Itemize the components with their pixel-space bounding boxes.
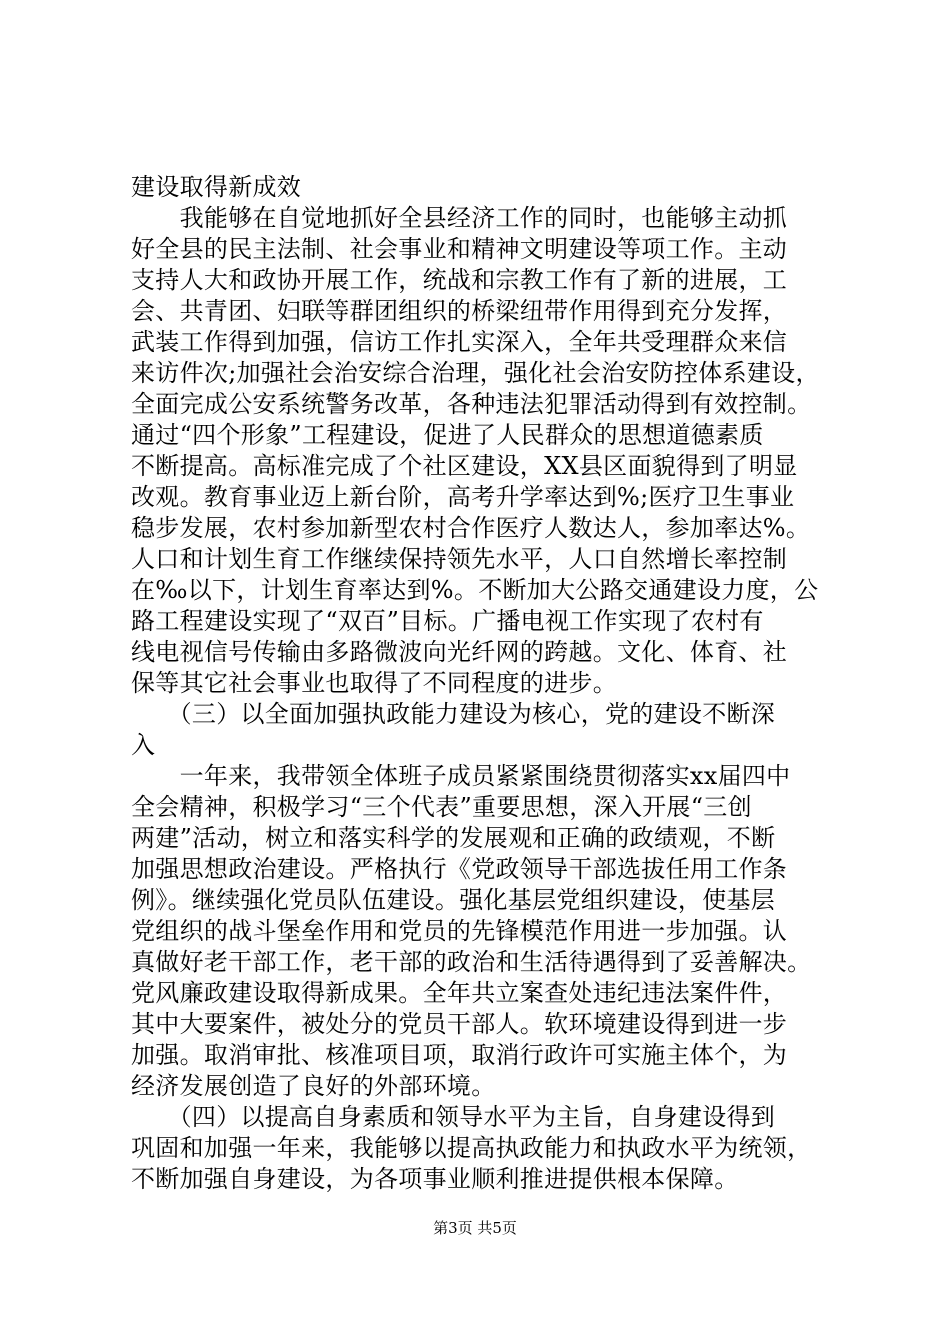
text-line: 在‰以下，计划生育率达到%。不断加大公路交通建设力度，公 — [131, 576, 819, 604]
section-heading: （四）以提高自身素质和领导水平为主旨，自身建设得到 — [131, 1103, 776, 1131]
text-line: 一年来，我带领全体班子成员紧紧围绕贯彻落实xx届四中 — [131, 762, 791, 790]
text-line: 巩固和加强一年来，我能够以提高执政能力和执政水平为统领， — [131, 1134, 812, 1162]
text-line: 改观。教育事业迈上新台阶，高考升学率达到%;医疗卫生事业 — [131, 483, 795, 511]
page-number-footer: 第3页 共5页 — [433, 1219, 517, 1237]
text-line: 来访件次;加强社会治安综合治理，强化社会治安防控体系建设， — [131, 359, 820, 387]
section-heading: （三）以全面加强执政能力建设为核心，党的建设不断深 — [131, 700, 776, 728]
text-line: 会、共青团、妇联等群团组织的桥梁纽带作用得到充分发挥， — [131, 297, 788, 325]
text-line: 党风廉政建设取得新成果。全年共立案查处违纪违法案件件， — [131, 979, 788, 1007]
text-line: 全面完成公安系统警务改革，各种违法犯罪活动得到有效控制。 — [131, 390, 812, 418]
text-line: 经济发展创造了良好的外部环境。 — [131, 1072, 496, 1100]
text-line: 稳步发展，农村参加新型农村合作医疗人数达人，参加率达%。 — [131, 514, 811, 542]
text-line: 真做好老干部工作，老干部的政治和生活待遇得到了妥善解决。 — [131, 948, 812, 976]
text-line: 建设取得新成效 — [131, 173, 302, 201]
section-heading: 入 — [131, 731, 156, 759]
text-line: 党组织的战斗堡垒作用和党员的先锋模范作用进一步加强。认 — [131, 917, 788, 945]
text-line: 线电视信号传输由多路微波向光纤网的跨越。文化、体育、社 — [131, 638, 788, 666]
text-line: 两建”活动，树立和落实科学的发展观和正确的政绩观，不断 — [131, 824, 776, 852]
text-line: 好全县的民主法制、社会事业和精神文明建设等项工作。主动 — [131, 235, 788, 263]
text-line: 支持人大和政协开展工作，统战和宗教工作有了新的进展，工 — [131, 266, 788, 294]
text-line: 通过“四个形象”工程建设，促进了人民群众的思想道德素质 — [131, 421, 764, 449]
text-line: 全会精神，积极学习“三个代表”重要思想，深入开展“三创 — [131, 793, 752, 821]
text-line: 武装工作得到加强，信访工作扎实深入，全年共受理群众来信 — [131, 328, 788, 356]
text-line: 不断加强自身建设，为各项事业顺利推进提供根本保障。 — [131, 1165, 739, 1193]
text-line: 不断提高。高标准完成了个社区建设，XX县区面貌得到了明显 — [131, 452, 798, 480]
text-line: 加强。取消审批、核准项目项，取消行政许可实施主体个，为 — [131, 1041, 788, 1069]
text-line: 其中大要案件，被处分的党员干部人。软环境建设得到进一步 — [131, 1010, 788, 1038]
text-line: 例》。继续强化党员队伍建设。强化基层党组织建设，使基层 — [131, 886, 776, 914]
text-line: 路工程建设实现了“双百”目标。广播电视工作实现了农村有 — [131, 607, 764, 635]
text-line: 保等其它社会事业也取得了不同程度的进步。 — [131, 669, 617, 697]
text-line: 我能够在自觉地抓好全县经济工作的同时，也能够主动抓 — [131, 204, 788, 232]
text-line: 人口和计划生育工作继续保持领先水平，人口自然增长率控制 — [131, 545, 788, 573]
text-line: 加强思想政治建设。严格执行《党政领导干部选拔任用工作条 — [131, 855, 788, 883]
